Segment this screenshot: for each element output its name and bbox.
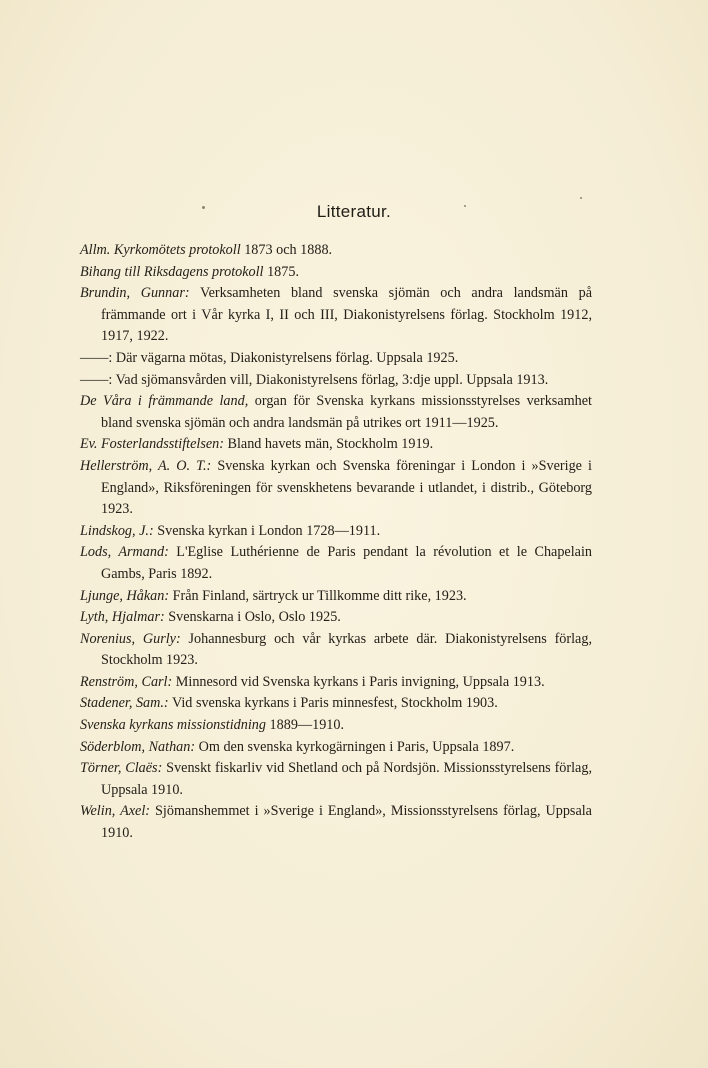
entry-text: Verksamheten bland svenska sjömän och andra landsmän på främmande ort i Vår kyrka I, II och III, Diakonistyrelsens förlag. Stockholm 1912, 1917, 1922. [101,285,592,345]
entry-text: Bland havets män, Stockholm 1919. [223,436,434,453]
entry-text: Minnesord vid Svenska kyrkans i Paris invigning, Uppsala 1913. [172,673,545,690]
entry-author: Hellerström, A. O. T.: [80,457,212,474]
entry-text: L'Eglise Luthérienne de Paris pendant la révolution et le Chapelain Gambs, Paris 1892. [101,544,592,582]
bibliography-entry [80,715,592,737]
entry-author: Bihang till Riksdagens protokoll [80,263,264,280]
entry-text: : Vad sjömansvården vill, Diakonistyrelsens förlag, 3:dje uppl. Uppsala 1913. [108,371,549,388]
bibliography-entry [80,607,592,629]
bibliography-entry [80,672,592,694]
entry-dash: —— [80,371,109,388]
entry-text: organ för Svenska kyrkans missionsstyrelses verksamhet bland svenska sjömän och andra landsmän på utrikes ort 1911—1925. [101,393,592,431]
bibliography-entry [80,542,592,585]
entry-text: Svenska kyrkan i London 1728—1911. [153,522,381,539]
entry-author: Ev. Fosterlandsstiftelsen: [80,436,224,453]
entry-author: Svenska kyrkans missionstidning [80,717,266,734]
entry-author: Welin, Axel: [80,803,151,820]
entry-text: Svenskarna i Oslo, Oslo 1925. [164,609,341,626]
bibliography-entry [80,737,592,759]
paper-speck [580,197,582,199]
entry-text: Sjömanshemmet i »Sverige i England», Missionsstyrelsens förlag, Uppsala 1910. [101,803,592,842]
bibliography-entry [80,456,592,521]
bibliography-entry [80,240,592,262]
bibliography-entry [80,521,592,543]
entry-author: Norenius, Gurly: [80,630,181,647]
entry-text: : Där vägarna mötas, Diakonistyrelsens förlag. Uppsala 1925. [108,349,459,366]
bibliography-entry [80,693,592,715]
entry-author: De Våra i främmande land, [80,393,249,410]
entry-author: Ljunge, Håkan: [80,587,170,604]
entry-author: Stadener, Sam.: [80,695,169,712]
entry-text: Svenska kyrkan och Svenska föreningar i London i »Sverige i England», Riksföreningen för svenskhetens bevarande i utlandet, i distrib., Göteborg 1923. [101,457,592,518]
entry-text: Vid svenska kyrkans i Paris minnesfest, Stockholm 1903. [168,695,498,712]
entry-text: 1875. [263,263,299,280]
bibliography-entry [80,629,592,672]
entry-author: Lindskog, J.: [80,522,154,539]
bibliography-entry [80,262,592,284]
entry-author: Allm. Kyrkomötets protokoll [80,242,241,258]
entry-text: 1873 och 1888. [240,242,333,258]
entry-text: 1889—1910. [266,717,345,734]
bibliography-entry [80,758,592,801]
entry-text: Svenskt fiskarliv vid Shetland och på Nordsjön. Missionsstyrelsens förlag, Uppsala 1910. [101,760,592,798]
bibliography-list [80,240,592,845]
bibliography-entry [80,370,592,392]
entry-text: Om den svenska kyrkogärningen i Paris, Uppsala 1897. [195,738,515,755]
entry-author: Törner, Claës: [80,760,163,777]
entry-dash: —— [80,349,109,366]
entry-author: Söderblom, Nathan: [80,738,196,755]
entry-author: Lyth, Hjalmar: [80,609,165,626]
page-title: Litteratur. [316,202,392,221]
entry-author: Brundin, Gunnar: [80,285,190,302]
entry-author: Renström, Carl: [80,673,173,690]
entry-text: Från Finland, särtryck ur Tillkomme ditt rike, 1923. [169,587,467,604]
bibliography-entry [80,801,592,844]
bibliography-entry [80,283,592,348]
bibliography-entry [80,586,592,608]
bibliography-entry [80,348,592,370]
entry-author: Lods, Armand: [80,544,169,561]
bibliography-entry [80,391,592,434]
entry-text: Johannesburg och vår kyrkas arbete där. Diakonistyrelsens förlag, Stockholm 1923. [101,630,592,669]
bibliography-entry [80,434,592,456]
